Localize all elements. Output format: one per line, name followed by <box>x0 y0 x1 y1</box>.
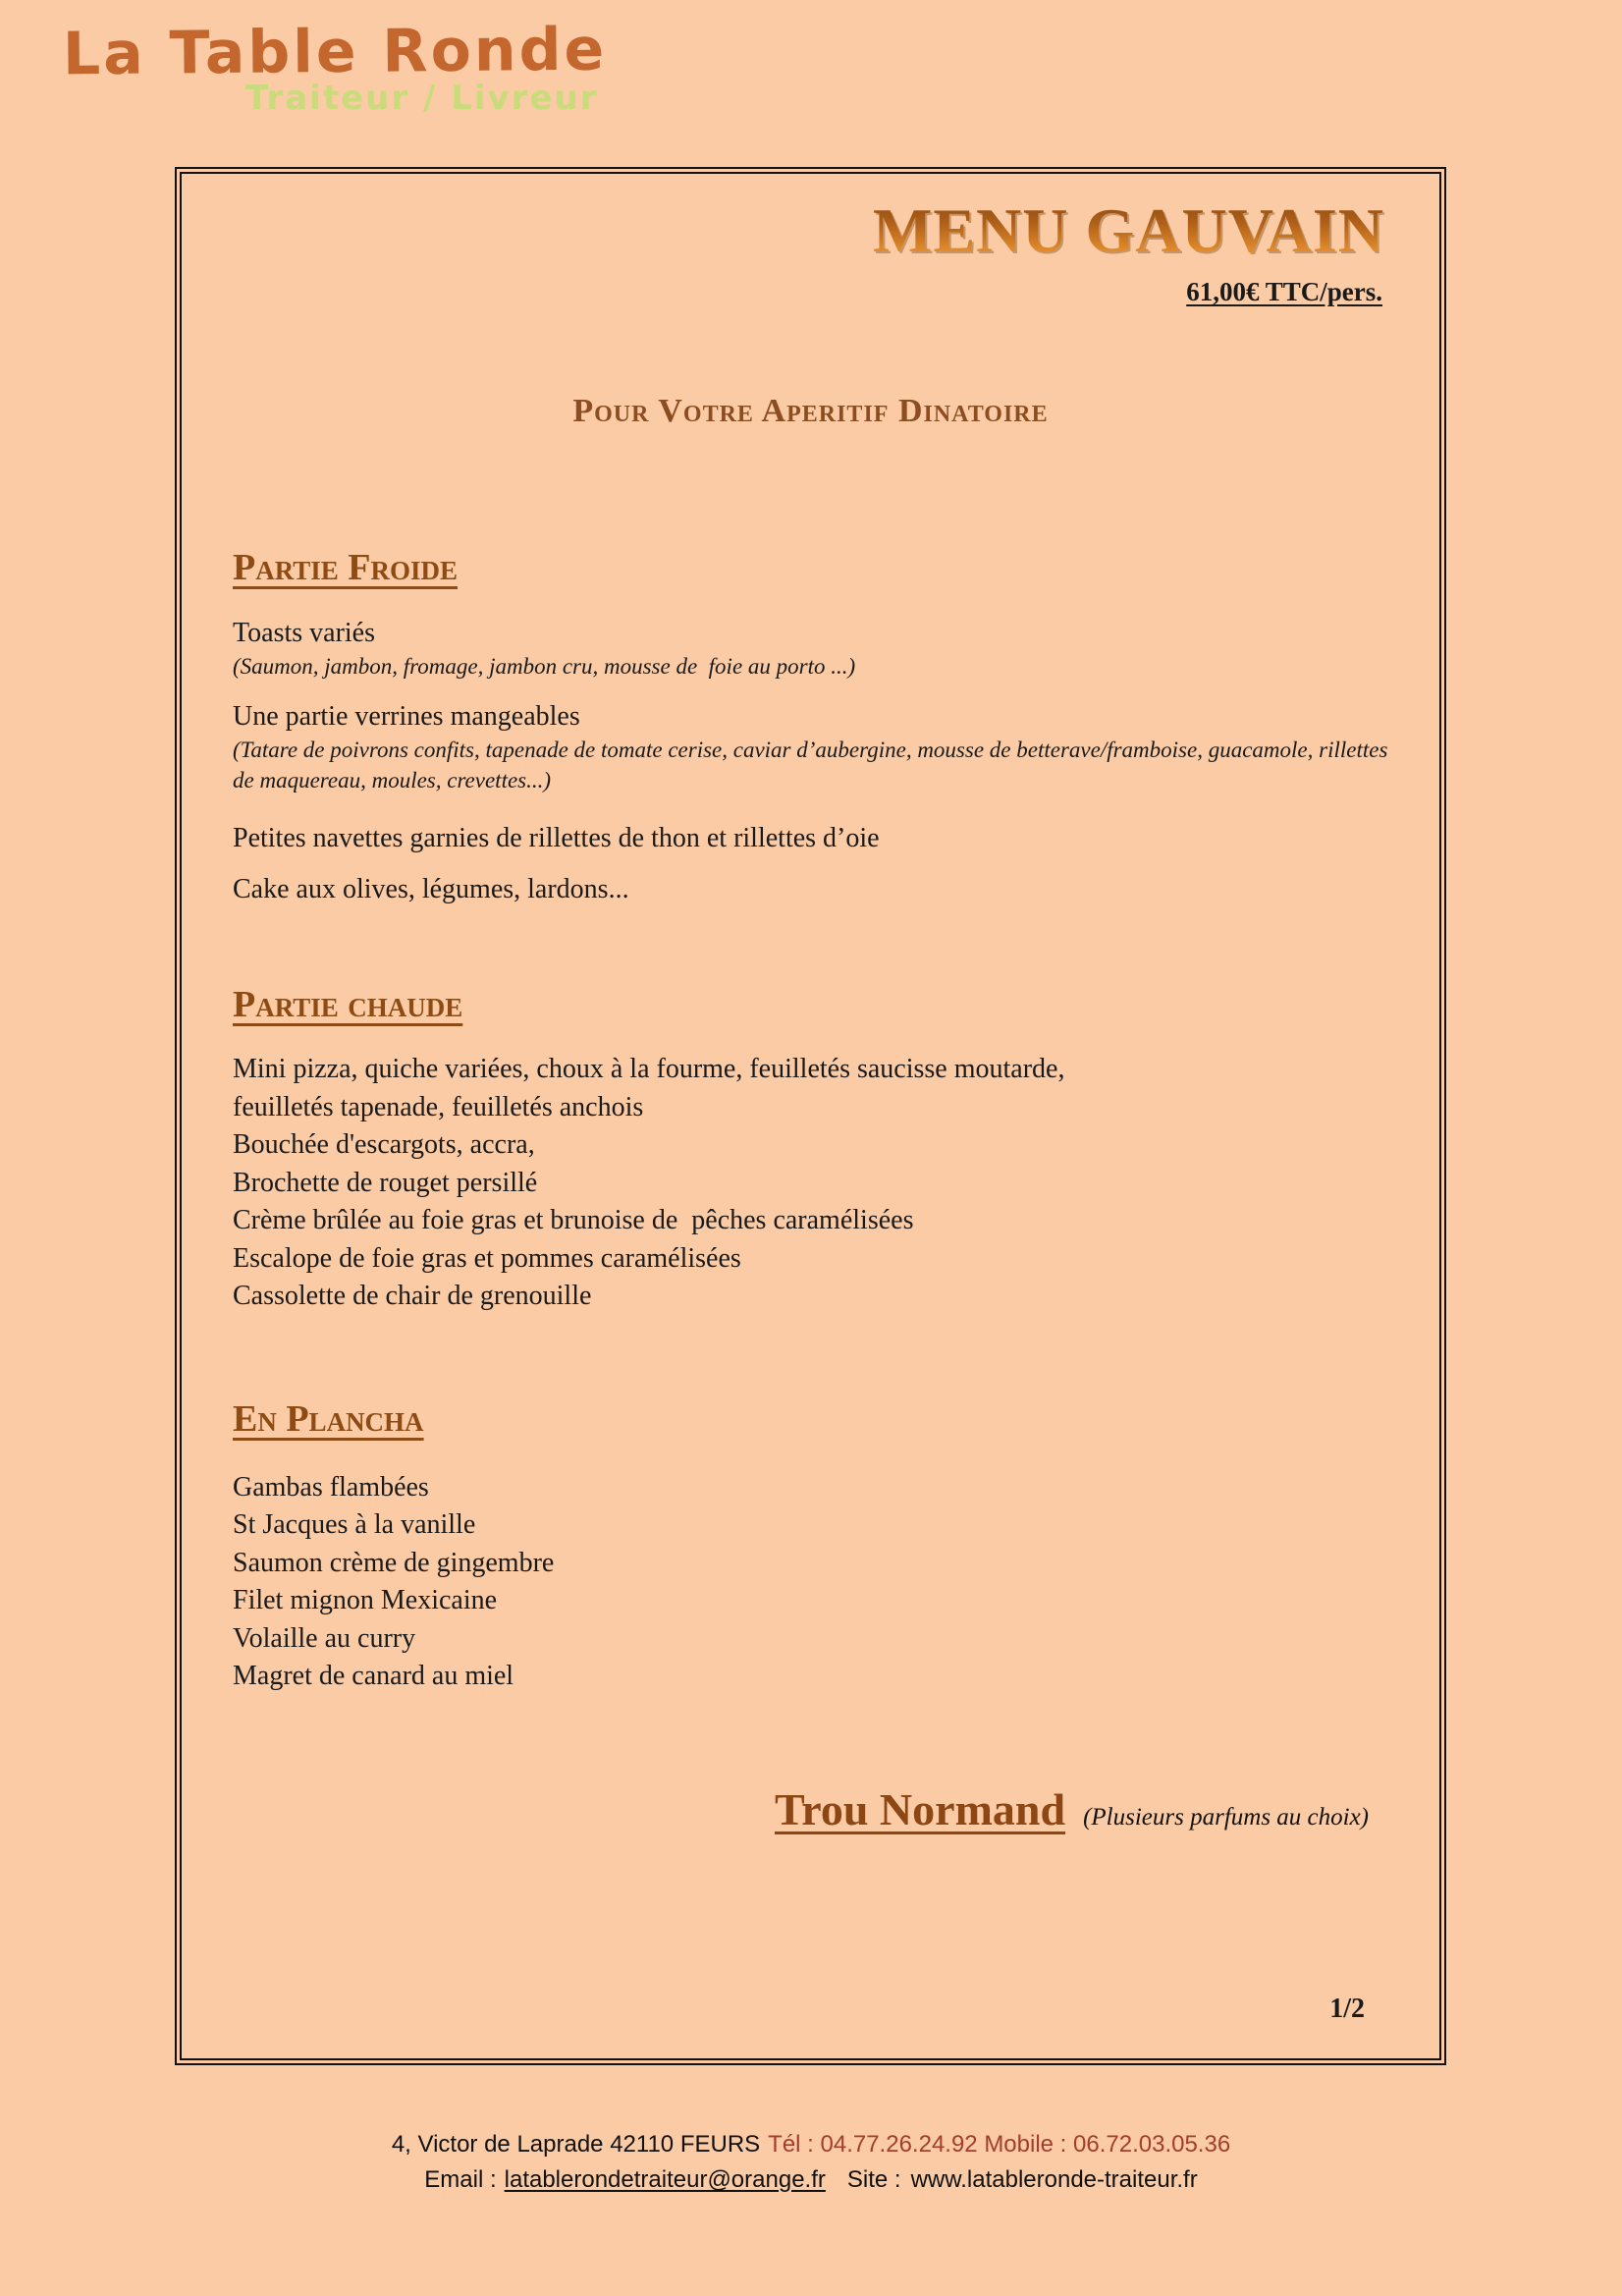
en-plancha-items <box>233 1469 1388 1696</box>
menu-item-line: Volaille au curry <box>233 1622 416 1654</box>
menu-item-line: Crème brûlée au foie gras et brunoise de pêches caramélisées <box>233 1205 914 1235</box>
menu-title <box>233 195 1388 265</box>
menu-item-name: Une partie verrines mangeables <box>233 701 580 732</box>
footer <box>0 2127 1622 2198</box>
menu-item-line: Filet mignon Mexicaine <box>233 1585 498 1615</box>
menu-item-line: Cassolette de chair de grenouille <box>233 1281 592 1311</box>
brand-name: La Table Ronde <box>62 15 608 89</box>
footer-address-line <box>0 2127 1622 2162</box>
footer-site-url: www.latableronde-traiteur.fr <box>910 2166 1198 2193</box>
footer-phone: Tél : 04.77.26.24.92 Mobile : 06.72.03.05.36 <box>768 2131 1231 2158</box>
menu-price: 61,00€ TTC/pers. <box>1186 277 1382 306</box>
menu-item <box>233 616 1388 682</box>
brand-tagline: Traiteur / Livreur <box>245 79 599 118</box>
section-heading-partie-froide: Partie Froide <box>233 547 459 588</box>
footer-site-label: Site : <box>846 2166 901 2193</box>
page-number: 1/2 <box>1329 1994 1365 2024</box>
menu-item-line: Bouchée d'escargots, accra, <box>233 1129 535 1160</box>
aperitif-heading: Pour Votre Aperitif Dinatoire <box>572 393 1049 429</box>
menu-item-name: Toasts variés <box>233 618 376 648</box>
footer-email-link[interactable]: latablerondetraiteur@orange.fr <box>504 2166 826 2193</box>
menu-title-text: MENU GAUVAIN <box>872 195 1384 265</box>
trou-normand-row <box>233 1783 1388 1844</box>
menu-item-name: Cake aux olives, légumes, lardons... <box>233 874 629 904</box>
menu-item-line: feuilletés tapenade, feuilletés anchois <box>233 1091 644 1122</box>
menu-item-line: Gambas flambées <box>233 1471 429 1503</box>
section-heading-partie-chaude: Partie chaude <box>233 984 463 1025</box>
section-heading-en-plancha: En Plancha <box>233 1397 424 1440</box>
menu-item-line: Saumon crème de gingembre <box>233 1547 555 1578</box>
menu-item <box>233 872 1388 907</box>
menu-item <box>233 821 1388 856</box>
menu-item-line: Brochette de rouget persillé <box>233 1167 538 1198</box>
footer-address: 4, Victor de Laprade 42110 FEURS <box>391 2131 761 2158</box>
menu-item <box>233 699 1394 795</box>
menu-item-detail: (Saumon, jambon, fromage, jambon cru, mousse de foie au porto ...) <box>233 654 856 679</box>
trou-normand-label: Trou Normand <box>775 1783 1066 1834</box>
menu-item-line: Escalope de foie gras et pommes caramélisées <box>233 1242 741 1274</box>
menu-item-line: St Jacques à la vanille <box>233 1509 476 1540</box>
menu-item-name: Petites navettes garnies de rillettes de thon et rillettes d’oie <box>233 823 880 853</box>
trou-normand-note: (Plusieurs parfums au choix) <box>1083 1803 1370 1831</box>
menu-item-line: Magret de canard au miel <box>233 1661 514 1691</box>
brand-logo <box>62 15 608 118</box>
menu-item-detail: (Tatare de poivrons confits, tapenade de tomate cerise, caviar d’aubergine, mousse de betterave/framboise, guacamole, rillettes de maquereau, moules, crevettes...) <box>233 738 1394 793</box>
footer-contact-line <box>0 2162 1622 2198</box>
footer-email-label: Email : <box>424 2166 497 2193</box>
menu-card <box>175 167 1446 2065</box>
menu-item-line: Mini pizza, quiche variées, choux à la fourme, feuilletés saucisse moutarde, <box>233 1054 1065 1084</box>
partie-chaude-items <box>233 1051 1388 1316</box>
